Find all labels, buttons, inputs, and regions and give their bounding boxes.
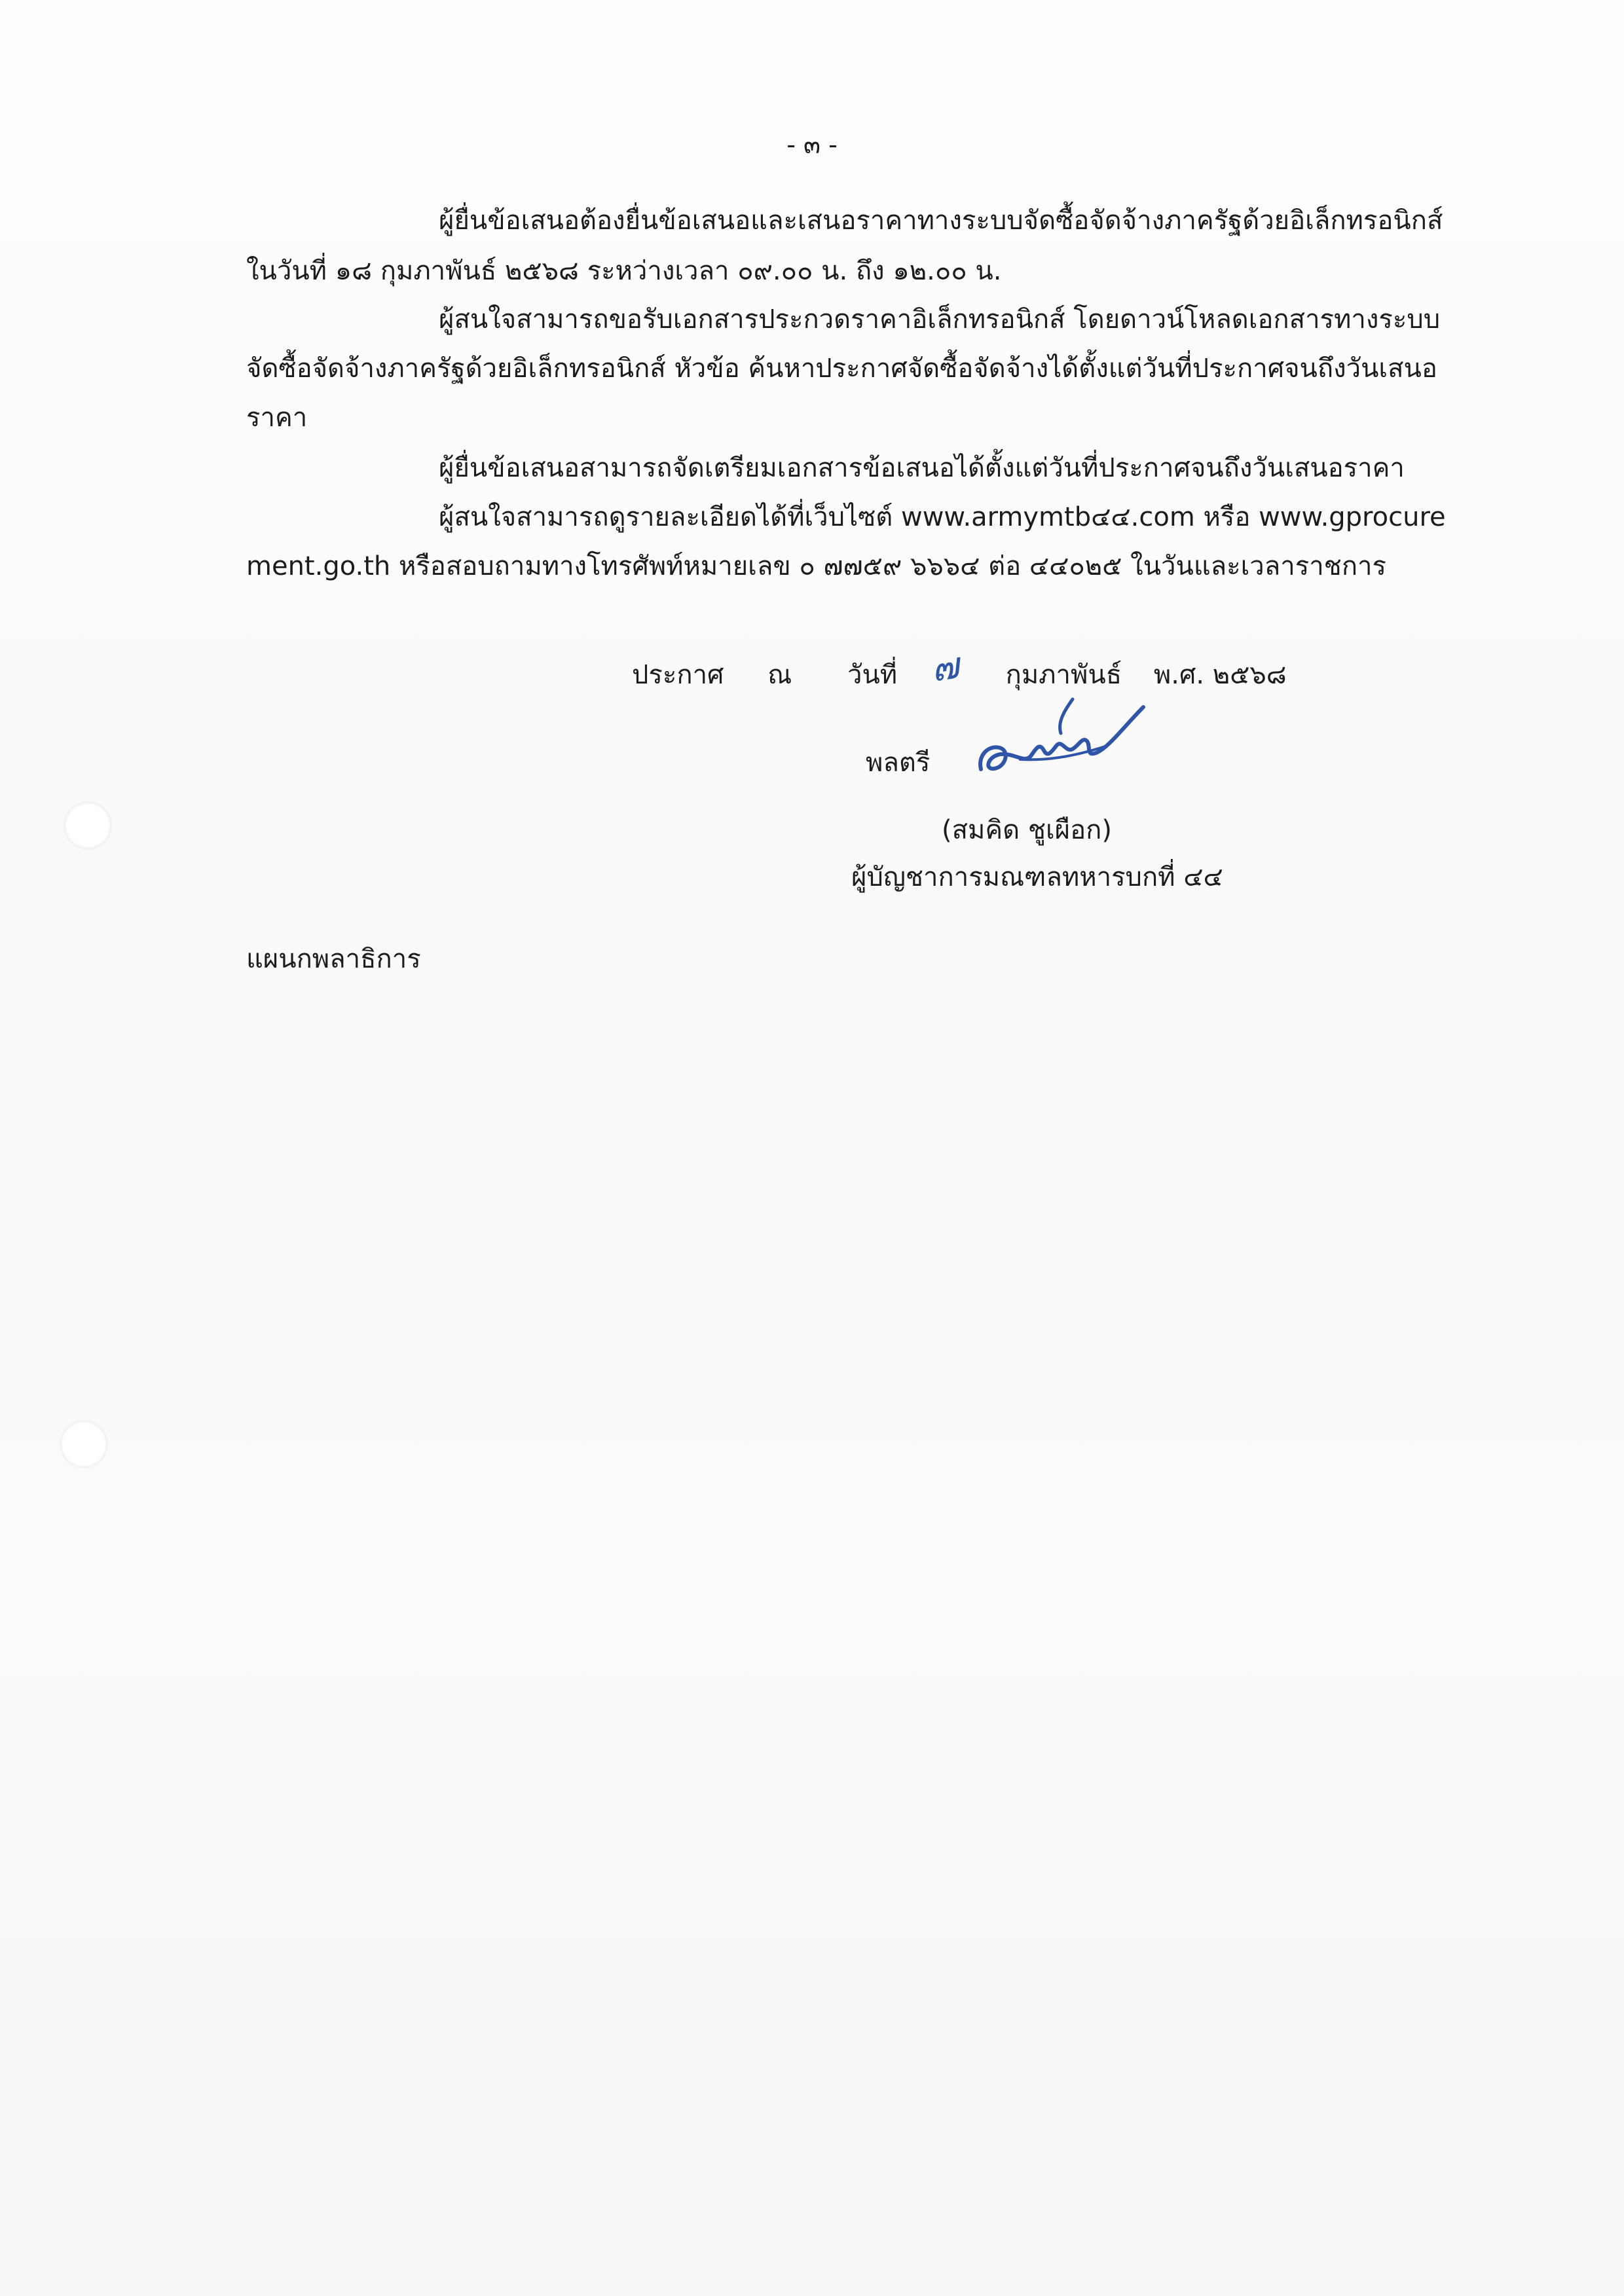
page-number: - ๓ - [786, 130, 838, 159]
announcement-day-label: วันที่ [847, 660, 898, 690]
issuing-department: แผนกพลาธิการ [246, 944, 421, 974]
announcement-at: ณ [767, 660, 792, 690]
handwritten-signature [974, 694, 1151, 792]
paragraph-3-line-1: ผู้ยื่นข้อเสนอสามารถจัดเตรียมเอกสารข้อเสนอได้ตั้งแต่วันที่ประกาศจนถึงวันเสนอราคา [439, 453, 1405, 483]
signatory-rank: พลตรี [866, 748, 931, 778]
paragraph-1-line-1: ผู้ยื่นข้อเสนอต้องยื่นข้อเสนอและเสนอราคาทางระบบจัดซื้อจัดจ้างภาครัฐด้วยอิเล็กทรอนิกส์ [439, 206, 1443, 236]
paragraph-2-line-1: ผู้สนใจสามารถขอรับเอกสารประกวดราคาอิเล็กทรอนิกส์ โดยดาวน์โหลดเอกสารทางระบบ [439, 304, 1441, 335]
signatory-name: (สมคิด ชูเผือก) [942, 815, 1112, 845]
announcement-year: พ.ศ. ๒๕๖๘ [1153, 660, 1287, 690]
announcement-date-line [632, 642, 1287, 700]
paragraph-4-line-1: ผู้สนใจสามารถดูรายละเอียดได้ที่เว็บไซต์ www.armymtb๔๔.com หรือ www.gprocure [439, 502, 1446, 532]
signatory-position: ผู้บัญชาการมณฑลทหารบกที่ ๔๔ [851, 862, 1223, 892]
paragraph-4-line-2: ment.go.th หรือสอบถามทางโทรศัพท์หมายเลข ๐ ๗๗๕๙ ๖๖๖๔ ต่อ ๔๔๐๒๕ ในวันและเวลาราชการ [246, 551, 1386, 581]
announcement-month: กุมภาพันธ์ [1005, 660, 1122, 690]
announcement-prefix: ประกาศ [632, 660, 724, 690]
handwritten-day: ๗ [928, 644, 962, 691]
punch-hole-upper [64, 802, 111, 849]
paragraph-2-line-2: จัดซื้อจัดจ้างภาครัฐด้วยอิเล็กทรอนิกส์ หัวข้อ ค้นหาประกาศจัดซื้อจัดจ้างได้ตั้งแต่วันที่ประกาศจนถึงวันเสนอ [246, 354, 1437, 384]
paragraph-2-line-3: ราคา [246, 403, 308, 433]
punch-hole-lower [60, 1421, 107, 1468]
paragraph-1-line-2: ในวันที่ ๑๘ กุมภาพันธ์ ๒๕๖๘ ระหว่างเวลา ๐๙.๐๐ น. ถึง ๑๒.๐๐ น. [246, 256, 1002, 286]
